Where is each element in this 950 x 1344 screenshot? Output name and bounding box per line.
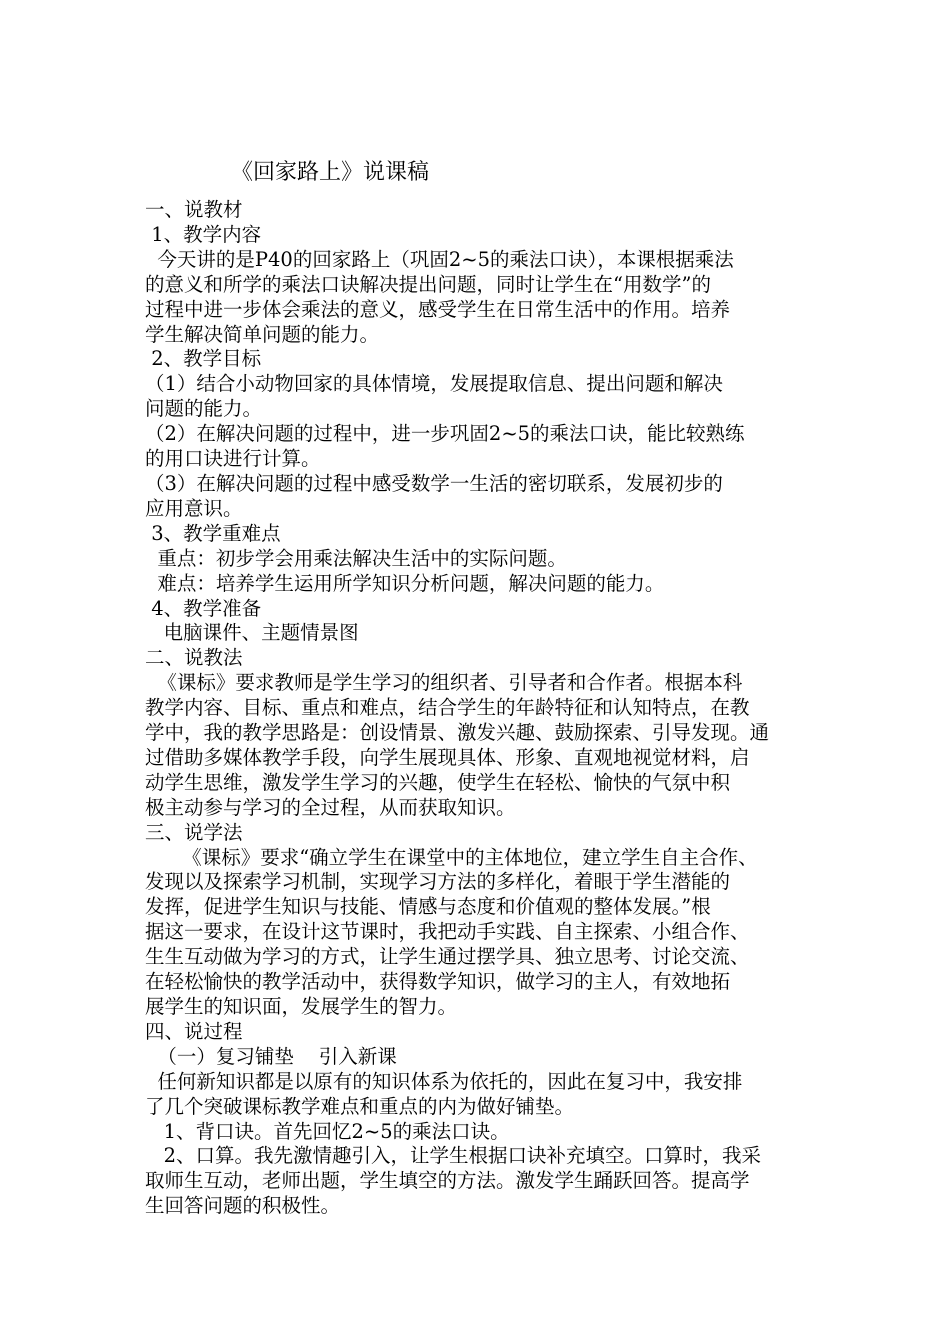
text-line: 一、说教材 — [145, 198, 243, 221]
text-line: （2）在解决问题的过程中，进一步巩固2~5的乘法口诀，能比较熟练 — [145, 422, 745, 446]
text-line: 学中，我的教学思路是：创设情景、激发兴趣、鼓励探索、引导发现。通 — [145, 721, 770, 745]
text-line: 《课标》要求“确立学生在课堂中的主体地位，建立学生自主合作、 — [145, 845, 758, 869]
text-line: 生回答问题的积极性。 — [145, 1194, 341, 1218]
text-line: 极主动参与学习的全过程，从而获取知识。 — [145, 795, 516, 819]
document-body — [145, 198, 815, 1219]
text-line: 重点：初步学会用乘法解决生活中的实际问题。 — [145, 546, 567, 570]
text-line: 动学生思维，激发学生学习的兴趣，使学生在轻松、愉快的气氛中积 — [145, 770, 731, 794]
text-line: 过借助多媒体教学手段，向学生展现具体、形象、直观地视觉材料，启 — [145, 745, 750, 769]
text-line: 二、说教法 — [145, 646, 243, 670]
text-line: 生生互动做为学习的方式，让学生通过摆学具、独立思考、讨论交流、 — [145, 945, 750, 969]
text-line: 教学内容、目标、重点和难点，结合学生的年龄特征和认知特点，在教 — [145, 696, 750, 720]
text-line: （3）在解决问题的过程中感受数学一生活的密切联系，发展初步的 — [145, 471, 723, 495]
text-line: 的用口诀进行计算。 — [145, 447, 321, 471]
text-line: 的意义和所学的乘法口诀解决提出问题，同时让学生在“用数学”的 — [145, 272, 711, 296]
text-line: （一）复习铺垫 引入新课 — [145, 1044, 397, 1068]
text-line: 学生解决简单问题的能力。 — [145, 322, 380, 346]
text-line: 三、说学法 — [145, 820, 243, 844]
text-line: 取师生互动，老师出题，学生填空的方法。激发学生踊跃回答。提高学 — [145, 1169, 750, 1193]
text-line: 1、背口诀。首先回忆2~5的乘法口诀。 — [145, 1119, 510, 1143]
text-line: 电脑课件、主题情景图 — [145, 621, 359, 645]
text-line: 发挥，促进学生知识与技能、情感与态度和价值观的整体发展。”根 — [145, 895, 711, 919]
text-line: 问题的能力。 — [145, 397, 263, 421]
document-page — [145, 158, 815, 1219]
text-line: 发现以及探索学习机制，实现学习方法的多样化，着眼于学生潜能的 — [145, 870, 731, 894]
text-line: 应用意识。 — [145, 496, 243, 520]
text-line: 2、教学目标 — [145, 347, 262, 371]
text-line: 在轻松愉快的教学活动中，获得数学知识，做学习的主人，有效地拓 — [145, 970, 731, 994]
text-line: 今天讲的是P40的回家路上（巩固2~5的乘法口诀），本课根据乘法 — [145, 247, 734, 271]
text-line: 过程中进一步体会乘法的意义，感受学生在日常生活中的作用。培养 — [145, 297, 731, 321]
document-title: 《回家路上》说课稿 — [231, 160, 430, 185]
text-line: 展学生的知识面，发展学生的智力。 — [145, 995, 458, 1018]
text-line: 2、口算。我先激情趣引入，让学生根据口诀补充填空。口算时，我采 — [145, 1144, 762, 1168]
text-line: （1）结合小动物回家的具体情境，发展提取信息、提出问题和解决 — [145, 372, 723, 396]
text-line: 4、教学准备 — [145, 596, 262, 620]
text-line: 任何新知识都是以原有的知识体系为依托的，因此在复习中，我安排 — [145, 1069, 743, 1093]
text-line: 四、说过程 — [145, 1019, 243, 1043]
text-line: 《课标》要求教师是学生学习的组织者、引导者和合作者。根据本科 — [145, 671, 743, 695]
text-line: 3、教学重难点 — [145, 521, 281, 545]
text-line: 难点：培养学生运用所学知识分析问题，解决问题的能力。 — [145, 571, 665, 595]
text-line: 据这一要求，在设计这节课时，我把动手实践、自主探索、小组合作、 — [145, 920, 750, 944]
text-line: 了几个突破课标教学难点和重点的内为做好铺垫。 — [145, 1094, 575, 1118]
text-line: 1、教学内容 — [145, 222, 262, 246]
